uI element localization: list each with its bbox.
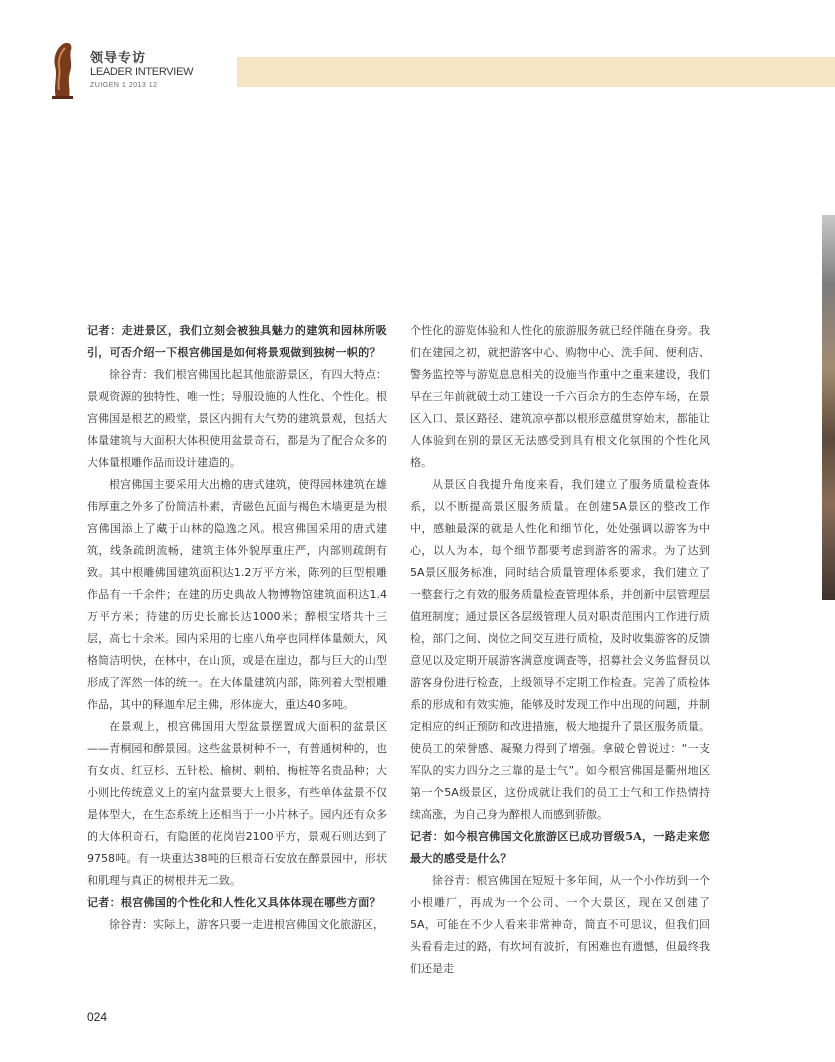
header-bar: [237, 57, 835, 87]
body-paragraph: 根宫佛国主要采用大出檐的唐式建筑，使得园林建筑在雄伟厚重之外多了份简洁朴素，青磁色瓦面与褐色木墙更是为根宫佛国添上了藏于山林的隐逸之风。根宫佛国采用的唐式建筑，线条疏朗流畅，建筑主体外貌厚重庄严，内部则疏朗有致。其中根雕佛国建筑面积达1.2万平方米，陈列的巨型根雕作品有一千余件；在建的历史典故人物博物馆建筑面积达1.4万平方米；待建的历史长廊长达1000米；醉根宝塔共十三层，高七十余米。园内采用的七座八角亭也同样体量颇大，风格简洁明快，在林中，在山顶，或是在崖边，都与巨大的山型形成了浑然一体的统一。在大体量建筑内部，陈列着大型根雕作品，其中的释迦牟尼主佛，形体庞大，重达40多吨。: [87, 478, 387, 711]
question-paragraph: 记者：根宫佛国的个性化和人性化又具体体现在哪些方面？: [87, 896, 381, 909]
page-number: 024: [87, 1010, 108, 1024]
logo-root-carving-icon: [47, 40, 77, 100]
article-column-left: [87, 320, 387, 936]
photo-edge-image: [822, 215, 835, 600]
issue-label: ZUIGEN 1 2013 12: [90, 82, 158, 89]
body-paragraph: 在景观上，根宫佛国用大型盆景摆置成大面积的盆景区——青桐园和醉景园。这些盆景树种不一，有普通树种的，也有女贞、红豆杉、五针松、榆树、刺柏、梅桩等名贵品种；大小则比传统意义上的室内盆景要大上很多，有些单体盆景不仅是体型大，在生态系统上还相当于一小片林子。园内还有众多的大体积奇石，有隐匿的花岗岩2100平方，景观石则达到了9758吨。有一块重达38吨的巨根奇石安放在醉景园中，形状和肌理与真正的树根并无二致。: [87, 720, 387, 887]
section-title-zh: 领导专访: [90, 51, 147, 66]
answer-paragraph: 徐谷青：实际上，游客只要一走进根宫佛国文化旅游区，: [109, 918, 384, 931]
article-column-right: [410, 320, 710, 980]
question-paragraph: 记者：走进景区，我们立刻会被独具魅力的建筑和园林所吸引，可否介绍一下根宫佛国是如何将景观做到独树一帜的？: [87, 324, 387, 359]
question-paragraph: 记者：如今根宫佛国文化旅游区已成功晋级5A，一路走来您最大的感受是什么？: [410, 830, 710, 865]
answer-paragraph: 徐谷青：根宫佛国在短短十多年间，从一个小作坊到一个小根雕厂，再成为一个公司、一个大景区，现在又创建了5A，可能在不少人看来非常神奇，简直不可思议，但我们回头看看走过的路，有坎坷有波折，有困难也有遗憾，但最终我们还是走: [410, 874, 710, 975]
body-paragraph: 从景区自我提升角度来看，我们建立了服务质量检查体系，以不断提高景区服务质量。在创建5A景区的整改工作中，感触最深的就是人性化和细节化，处处强调以游客为中心，以人为本，每个细节都要考虑到游客的需求。为了达到5A景区服务标准，同时结合质量管理体系要求，我们建立了一整套行之有效的服务质量检查管理体系，并创新中层管理层值班制度；通过景区各层级管理人员对职责范围内工作进行质检，部门之间、岗位之间交互进行质检，及时收集游客的反馈意见以及定期开展游客满意度调查等，招募社会义务监督员以游客身份进行检查，上级领导不定期工作检查。完善了质检体系的形成和有效实施，能够及时发现工作中出现的问题，并制定相应的纠正预防和改进措施，极大地提升了景区服务质量。使员工的荣誉感、凝聚力得到了增强。拿破仑曾说过：“一支军队的实力四分之三靠的是士气”。如今根宫佛国是衢州地区第一个5A级景区，这份成就让我们的员工士气和工作热情持续高涨，为自己身为醉根人而感到骄傲。: [410, 478, 710, 821]
answer-paragraph: 徐谷青：我们根宫佛国比起其他旅游景区，有四大特点：景观资源的独特性、唯一性；导服设施的人性化、个性化。根宫佛国是根艺的殿堂，景区内拥有大气势的建筑景观，包括大体量建筑与大面积大体积使用盆景奇石，都是为了配合众多的大体量根雕作品而设计建造的。: [87, 368, 387, 469]
section-title-en: LEADER INTERVIEW: [90, 66, 194, 78]
body-paragraph: 个性化的游览体验和人性化的旅游服务就已经伴随在身旁。我们在建园之初，就把游客中心、购物中心、洗手间、便利店、警务监控等与游览息息相关的设施当作重中之重来建设，我们早在三年前就破土动工建设一千六百余方的生态停车场，在景区入口、景区路径、建筑凉亭都以根形意蕴贯穿始末，都能让人体验到在别的景区无法感受到具有根文化氛围的个性化风格。: [410, 324, 710, 469]
